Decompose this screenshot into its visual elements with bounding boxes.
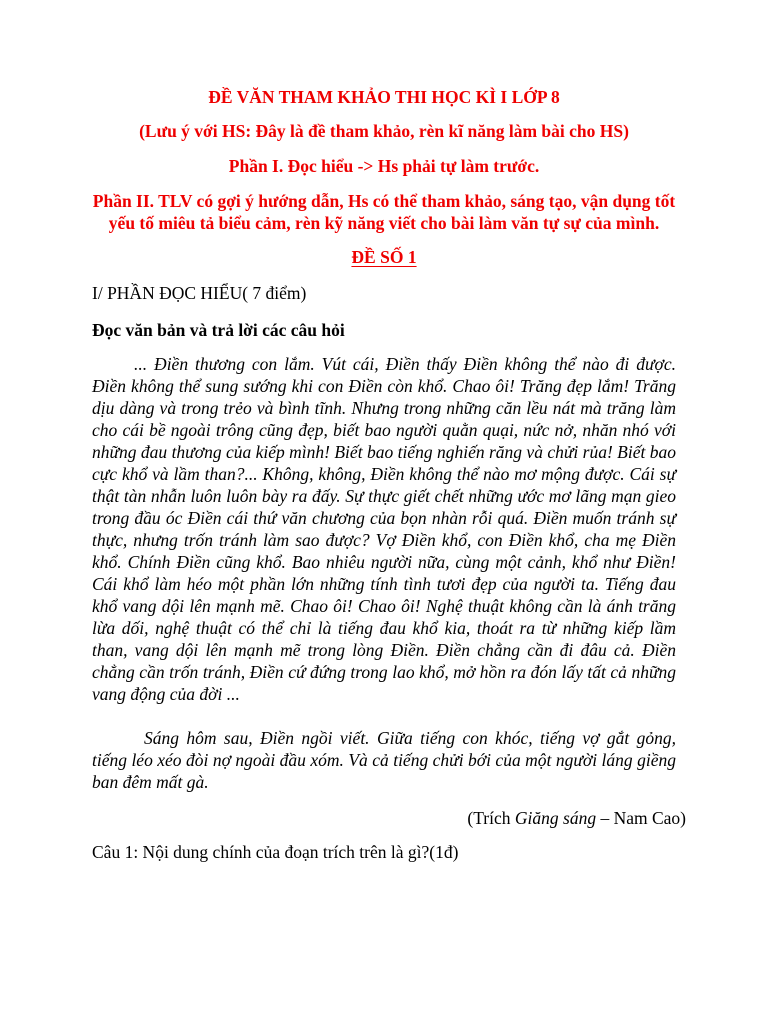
exam-number: ĐỀ SỐ 1 [351, 247, 417, 267]
source-work-title: Giăng sáng [514, 808, 597, 828]
document-title: ĐỀ VĂN THAM KHẢO THI HỌC KÌ I LỚP 8 [208, 87, 560, 107]
source-suffix: – Nam Cao) [596, 808, 686, 828]
student-note: (Lưu ý với HS: Đây là đề tham khảo, rèn kĩ năng làm bài cho HS) [139, 121, 629, 141]
question-1: Câu 1: Nội dung chính của đoạn trích trên là gì?(1đ) [92, 842, 459, 862]
part1-instruction: Phần I. Đọc hiểu -> Hs phải tự làm trước. [228, 156, 540, 176]
source-citation [92, 807, 686, 829]
passage-paragraph-2: Sáng hôm sau, Điền ngồi viết. Giữa tiếng con khóc, tiếng vợ gắt gỏng, tiếng léo xéo đòi nợ ngoài đầu xóm. Và cả tiếng chửi bới của một người láng giềng ban đêm mất gà. [92, 728, 676, 792]
source-prefix: (Trích [467, 808, 515, 828]
passage-paragraph-1: ... Điền thương con lắm. Vút cái, Điền thấy Điền không thể nào đi được. Điền không thể sung sướng khi con Điền còn khổ. Chao ôi! Trăng đẹp lắm! Trăng dịu dàng và trong trẻo và bình tĩnh. Nhưng trong những căn lều nát mà trăng làm cho cái bề ngoài trông cũng đẹp, biết bao người quằn quại, nức nở, nhăn nhó với những đau thương của kiếp mình! Biết bao tiếng nghiến răng và chửi rủa! Biết bao cực khổ và lầm than?... Không, không, Điền không thể nào mơ mộng được. Cái sự thật tàn nhẫn luôn luôn bày ra đấy. Sự thực giết chết những ước mơ lãng mạn gieo trong đầu óc Điền cái thứ văn chương của bọn nhàn rỗi quá. Điền muốn tránh sự thực, nhưng trốn tránh làm sao được? Vợ Điền khổ, con Điền khổ, cha mẹ Điền khổ. Chính Điền cũng khổ. Bao nhiêu người nữa, cùng một cảnh, khổ như Điền! Cái khổ làm héo một phần lớn những tính tình tươi đẹp của người ta. Tiếng đau khổ vang dội lên mạnh mẽ. Chao ôi! Chao ôi! Nghệ thuật không cần là ánh trăng lừa dối, nghệ thuật có thể chỉ là tiếng đau khổ kia, thoát ra từ những kiếp lầm than, vang dội lên mạnh mẽ trong lòng Điền. Điền chẳng cần đi đâu cả. Điền chẳng cần trốn tránh, Điền cứ đứng trong lao khổ, mở hồn ra đón lấy tất cả những vang động của đời ... [92, 354, 676, 704]
part2-instruction: Phần II. TLV có gợi ý hướng dẫn, Hs có thể tham khảo, sáng tạo, vận dụng tốt yếu tố miêu tả biểu cảm, rèn kỹ năng viết cho bài làm văn tự sự của mình. [92, 191, 676, 233]
section-heading: I/ PHẦN ĐỌC HIỂU( 7 điểm) [92, 283, 307, 303]
reading-instruction: Đọc văn bản và trả lời các câu hỏi [92, 320, 345, 340]
